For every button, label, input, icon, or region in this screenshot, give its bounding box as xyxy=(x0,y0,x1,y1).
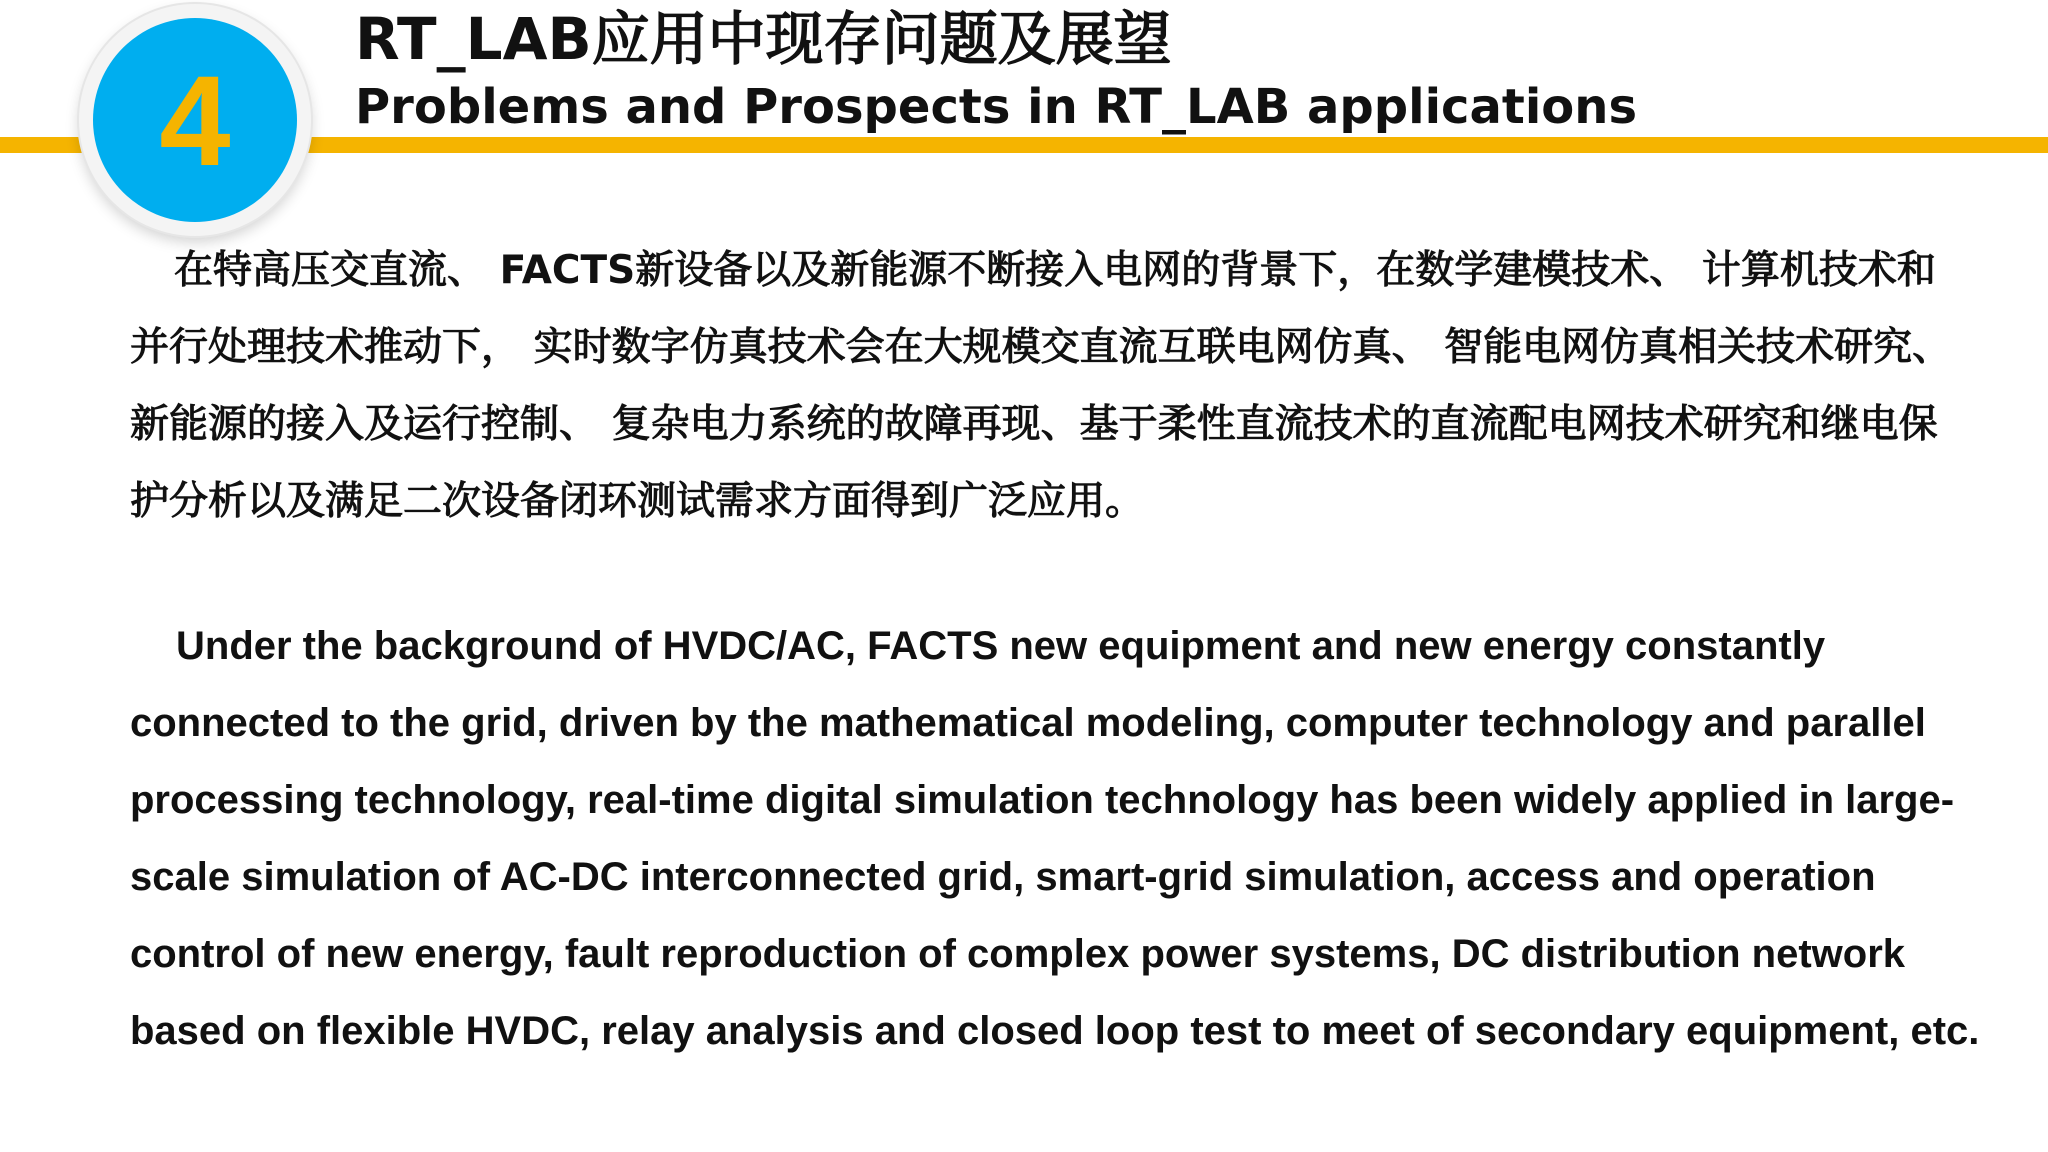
section-number: 4 xyxy=(159,50,231,193)
paragraph-english: Under the background of HVDC/AC, FACTS new equipment and new energy constantly connected to the grid, driven by the mathematical modeling, computer technology and parallel processing technology, real-time digital simulation technology has been widely applied in large-scale simulation of AC-DC interconnected grid, smart-grid simulation, access and operation control of new energy, fault reproduction of complex power systems, DC distribution network based on flexible HVDC, relay analysis and closed loop test to meet of secondary equipment, etc. xyxy=(130,624,1980,1053)
title-english: Problems and Prospects in RT_LAB applications xyxy=(355,79,1638,135)
paragraph-chinese: 在特高压交直流、 FACTS新设备以及新能源不断接入电网的背景下，在数学建模技术、 计算机技术和并行处理技术推动下， 实时数字仿真技术会在大规模交直流互联电网仿真、 智能电网仿真相关技术研究、 新能源的接入及运行控制、 复杂电力系统的故障再现、基于柔性直流技术的直流配电网技术研究和继电保护分析以及满足二次设备闭环测试需求方面得到广泛应用。 xyxy=(130,248,1952,524)
section-badge xyxy=(79,4,311,236)
section-badge-circle xyxy=(93,18,297,222)
title-chinese: RT_LAB应用中现存问题及展望 xyxy=(355,5,1172,73)
